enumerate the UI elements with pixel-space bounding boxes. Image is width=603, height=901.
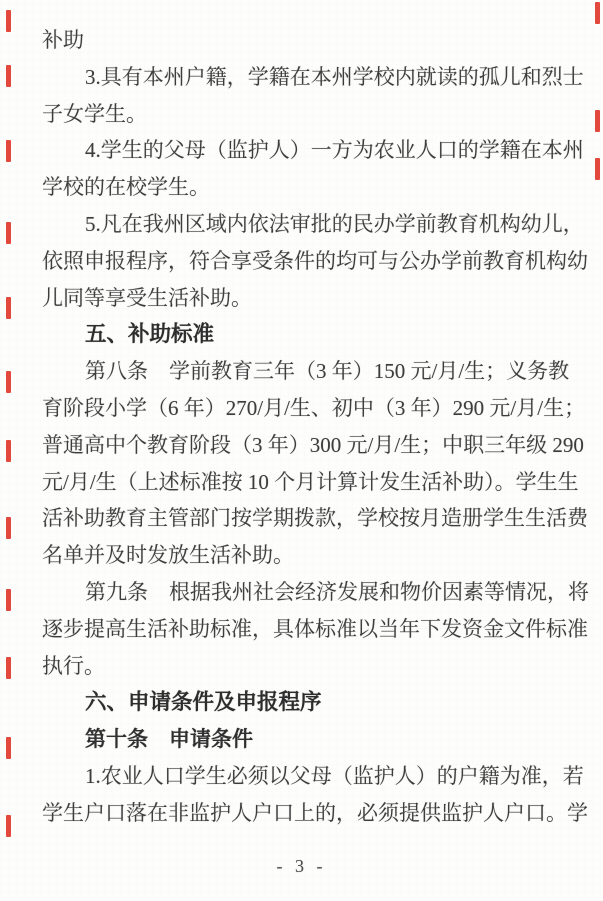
text-line: 补助	[42, 28, 84, 52]
text-line: 3.具有本州户籍，学籍在本州学校内就读的孤儿和烈士	[85, 64, 584, 89]
page-number: - 3 -	[276, 856, 327, 876]
text-line: 名单并及时发放生活补助。	[42, 543, 294, 568]
red-scan-mark	[6, 371, 11, 393]
section-heading: 五、补助标准	[85, 322, 215, 347]
red-scan-mark	[6, 657, 11, 679]
text-line: 元/月/生（上述标准按 10 个月计算计发生活补助）。学生生	[42, 469, 579, 494]
section-heading: 六、申请条件及申报程序	[85, 690, 322, 715]
red-scan-mark	[6, 297, 11, 319]
red-scan-mark	[6, 65, 11, 87]
text-line: 1.农业人口学生必须以父母（监护人）的户籍为准，若	[85, 763, 584, 788]
text-line: 5.凡在我州区域内依法审批的民办学前教育机构幼儿，	[85, 211, 584, 236]
red-scan-mark	[6, 737, 11, 759]
red-scan-mark	[595, 110, 600, 132]
text-line: 4.学生的父母（监护人）一方为农业人口的学籍在本州	[85, 138, 584, 163]
red-scan-mark	[6, 140, 11, 162]
text-line: 第九条 根据我州社会经济发展和物价因素等情况，将	[85, 579, 589, 604]
text-line: 学校的在校学生。	[42, 175, 210, 200]
red-scan-mark	[6, 10, 11, 32]
text-line: 普通高中个教育阶段（3 年）300 元/月/生；中职三年级 290	[42, 432, 584, 457]
text-line: 逐步提高生活补助标准，具体标准以当年下发资金文件标准	[42, 616, 588, 641]
text-line: 活补助教育主管部门按学期拨款，学校按月造册学生生活费	[42, 506, 588, 531]
text-line: 执行。	[42, 653, 105, 678]
text-block	[42, 22, 589, 832]
red-scan-mark	[6, 517, 11, 539]
text-line: 子女学生。	[42, 101, 147, 126]
red-scan-mark	[6, 815, 11, 837]
text-line: 育阶段小学（6 年）270/月/生、初中（3 年）290 元/月/生；	[42, 395, 586, 420]
red-scan-mark	[6, 589, 11, 611]
red-scan-mark	[595, 158, 600, 180]
text-line: 依照申报程序，符合享受条件的均可与公办学前教育机构幼	[42, 248, 588, 273]
red-scan-mark	[595, 2, 600, 24]
text-line: 儿同等享受生活补助。	[42, 285, 252, 310]
red-scan-mark	[6, 222, 11, 244]
text-line: 第八条 学前教育三年（3 年）150 元/月/生；义务教	[85, 359, 570, 384]
text-line: 学生户口落在非监护人户口上的，必须提供监护人户口。学	[42, 800, 588, 825]
text-line: 第十条 申请条件	[85, 727, 253, 752]
red-scan-mark	[6, 440, 11, 462]
